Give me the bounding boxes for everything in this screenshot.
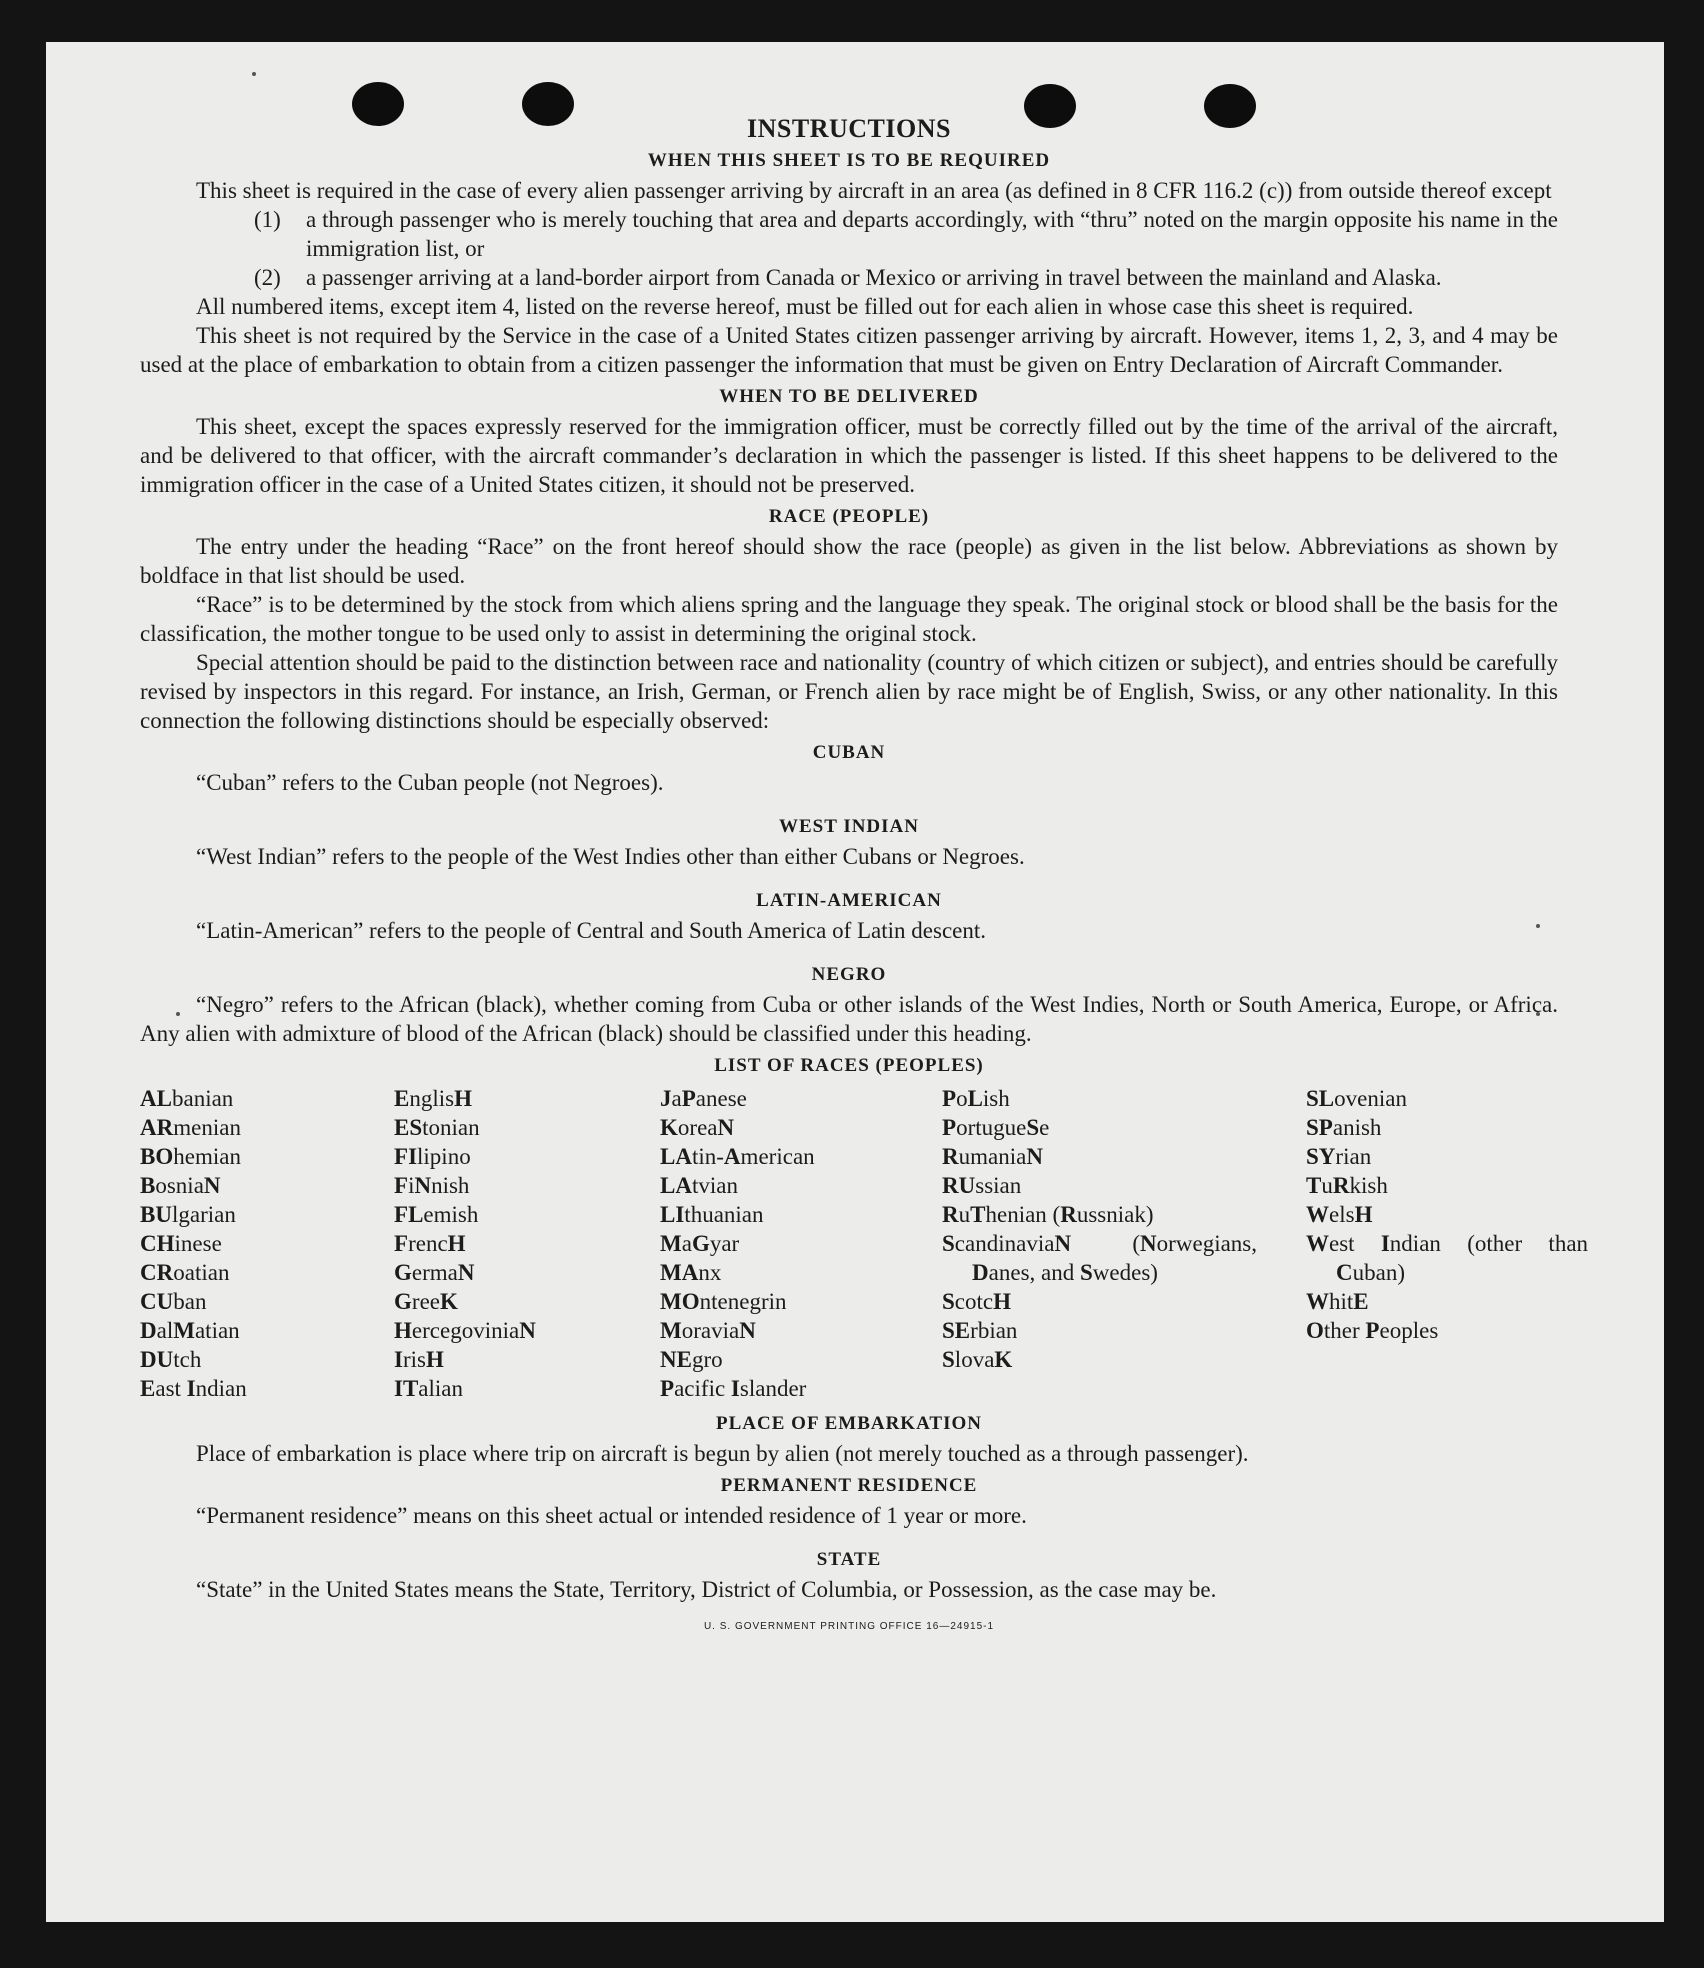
section-heading-required: WHEN THIS SHEET IS TO BE REQUIRED <box>647 150 1051 171</box>
races-column <box>394 1084 660 1403</box>
race-entry: PortugueSe <box>942 1115 1050 1140</box>
race-entry: CHinese <box>140 1231 222 1256</box>
paragraph: “West Indian” refers to the people of the West Indies other than either Cubans or Negroes. <box>196 844 1025 869</box>
paragraph: “Negro” refers to the African (black), whether coming from Cuba or other islands of the West Indies, North or South America, Europe, or Africa. Any alien with admixture of blood of the African (black) should be classified under this heading. <box>140 992 1558 1046</box>
paragraph: This sheet is required in the case of every alien passenger arriving by aircraft in an area (as defined in 8 CFR 116.2 (c)) from outside thereof except <box>196 178 1552 203</box>
speck <box>252 72 256 76</box>
race-entry: PoLish <box>942 1086 1010 1111</box>
race-entry: FiNnish <box>394 1173 470 1198</box>
race-entry: IrisH <box>394 1347 444 1372</box>
section-heading-delivered: WHEN TO BE DELIVERED <box>719 386 979 407</box>
race-entry: ScotcH <box>942 1289 1012 1314</box>
page-title: INSTRUCTIONS <box>747 114 951 143</box>
race-entry: CUban <box>140 1289 207 1314</box>
race-entry: SYrian <box>1306 1144 1372 1169</box>
race-entry: ScandinaviaN (Norwegians, Danes, and Swedes) <box>942 1231 1257 1285</box>
race-entry: KoreaN <box>660 1115 735 1140</box>
paragraph: “State” in the United States means the State, Territory, District of Columbia, or Possession, as the case may be. <box>196 1577 1217 1602</box>
section-heading-state: STATE <box>816 1549 882 1570</box>
race-entry: MoraviaN <box>660 1318 756 1343</box>
race-entry: SPanish <box>1306 1115 1382 1140</box>
race-entry: FIlipino <box>394 1144 471 1169</box>
section-heading-cuban: CUBAN <box>812 742 886 763</box>
race-entry: SlovaK <box>942 1347 1013 1372</box>
race-entry: BOhemian <box>140 1144 241 1169</box>
race-entry: SErbian <box>942 1318 1018 1343</box>
paragraph: “Cuban” refers to the Cuban people (not Negroes). <box>196 770 664 795</box>
item-text: a passenger arriving at a land-border airport from Canada or Mexico or arriving in travel between the mainland and Alaska. <box>306 265 1442 290</box>
races-column <box>942 1084 1306 1403</box>
list-item <box>140 263 1558 292</box>
race-entry: JaPanese <box>660 1086 747 1111</box>
paragraph: “Permanent residence” means on this sheet actual or intended residence of 1 year or more. <box>196 1503 1027 1528</box>
race-entry: RumaniaN <box>942 1144 1043 1169</box>
item-number: (2) <box>254 265 281 290</box>
race-entry: NEgro <box>660 1347 723 1372</box>
section-heading-west-indian: WEST INDIAN <box>779 816 919 837</box>
race-entry: DalMatian <box>140 1318 240 1343</box>
race-entry: WhitE <box>1306 1289 1369 1314</box>
race-entry: HercegoviniaN <box>394 1318 536 1343</box>
race-entry: DUtch <box>140 1347 202 1372</box>
instructions-content <box>140 114 1589 1641</box>
race-entry: MaGyar <box>660 1231 740 1256</box>
paragraph: The entry under the heading “Race” on the front hereof should show the race (people) as given in the list below. Abbreviations as shown by boldface in that list should be used. <box>140 534 1558 588</box>
paragraph: Special attention should be paid to the distinction between race and nationality (country of which citizen or subject), and entries should be carefully revised by inspectors in this regard. For instance, an Irish, German, or French alien by race might be of English, Swiss, or any other nationality. In this connection the following distinctions should be especially observed: <box>140 650 1558 733</box>
race-entry: FrencH <box>394 1231 466 1256</box>
race-entry: Pacific Islander <box>660 1376 807 1401</box>
paragraph: This sheet is not required by the Service in the case of a United States citizen passenger arriving by aircraft. However, items 1, 2, 3, and 4 may be used at the place of embarkation to obtain from a citizen passenger the information that must be given on Entry Declaration of Aircraft Commander. <box>140 323 1558 377</box>
race-entry: CRoatian <box>140 1260 230 1285</box>
section-heading-residence: PERMANENT RESIDENCE <box>720 1475 978 1496</box>
section-heading-negro: NEGRO <box>811 964 887 985</box>
race-entry: ALbanian <box>140 1086 234 1111</box>
item-text: a through passenger who is merely touching that area and departs accordingly, with “thru” noted on the margin opposite his name in the immigration list, or <box>306 207 1558 261</box>
race-entry: LAtvian <box>660 1173 738 1198</box>
race-entry: BosniaN <box>140 1173 221 1198</box>
race-entry: SLovenian <box>1306 1086 1407 1111</box>
race-entry: EnglisH <box>394 1086 472 1111</box>
race-entry: ARmenian <box>140 1115 241 1140</box>
item-number: (1) <box>254 207 281 232</box>
document-page <box>46 42 1664 1922</box>
race-entry: GermaN <box>394 1260 475 1285</box>
section-heading-embarkation: PLACE OF EMBARKATION <box>716 1413 982 1434</box>
list-item <box>140 205 1558 263</box>
races-list <box>140 1084 1589 1403</box>
race-entry: BUlgarian <box>140 1202 236 1227</box>
paragraph: “Latin-American” refers to the people of Central and South America of Latin descent. <box>196 918 986 943</box>
race-entry: West Indian (other than Cuban) <box>1306 1231 1589 1285</box>
printer-imprint: U. S. GOVERNMENT PRINTING OFFICE 16—24915-1 <box>703 1621 995 1632</box>
race-entry: LIthuanian <box>660 1202 764 1227</box>
races-column <box>660 1084 942 1403</box>
races-column <box>1306 1084 1589 1403</box>
paragraph: This sheet, except the spaces expressly reserved for the immigration officer, must be correctly filled out by the time of the arrival of the aircraft, and be delivered to that officer, with the aircraft commander’s declaration in which the passenger is listed. If this sheet happens to be delivered to the immigration officer in the case of a United States citizen, it should not be preserved. <box>140 414 1558 497</box>
race-entry: East Indian <box>140 1376 247 1401</box>
section-heading-race: RACE (PEOPLE) <box>768 506 930 527</box>
race-entry: MAnx <box>660 1260 722 1285</box>
paragraph: “Race” is to be determined by the stock from which aliens spring and the language they speak. The original stock or blood shall be the basis for the classification, the mother tongue to be used only to assist in determining the original stock. <box>140 592 1558 646</box>
race-entry: MOntenegrin <box>660 1289 787 1314</box>
section-heading-latin-american: LATIN-AMERICAN <box>756 890 942 911</box>
race-entry: RuThenian (Russniak) <box>942 1202 1154 1227</box>
race-entry: RUssian <box>942 1173 1022 1198</box>
race-entry: Other Peoples <box>1306 1318 1439 1343</box>
races-column <box>140 1084 394 1403</box>
race-entry: GreeK <box>394 1289 458 1314</box>
section-heading-list-of-races: LIST OF RACES (PEOPLES) <box>714 1055 984 1076</box>
race-entry: ITalian <box>394 1376 464 1401</box>
paragraph: Place of embarkation is place where trip on aircraft is begun by alien (not merely touched as a through passenger). <box>196 1441 1249 1466</box>
race-entry: LAtin-American <box>660 1144 815 1169</box>
race-entry: WelsH <box>1306 1202 1373 1227</box>
race-entry: FLemish <box>394 1202 479 1227</box>
paragraph: All numbered items, except item 4, listed on the reverse hereof, must be filled out for each alien in whose case this sheet is required. <box>196 294 1414 319</box>
race-entry: EStonian <box>394 1115 480 1140</box>
race-entry: TuRkish <box>1306 1173 1388 1198</box>
